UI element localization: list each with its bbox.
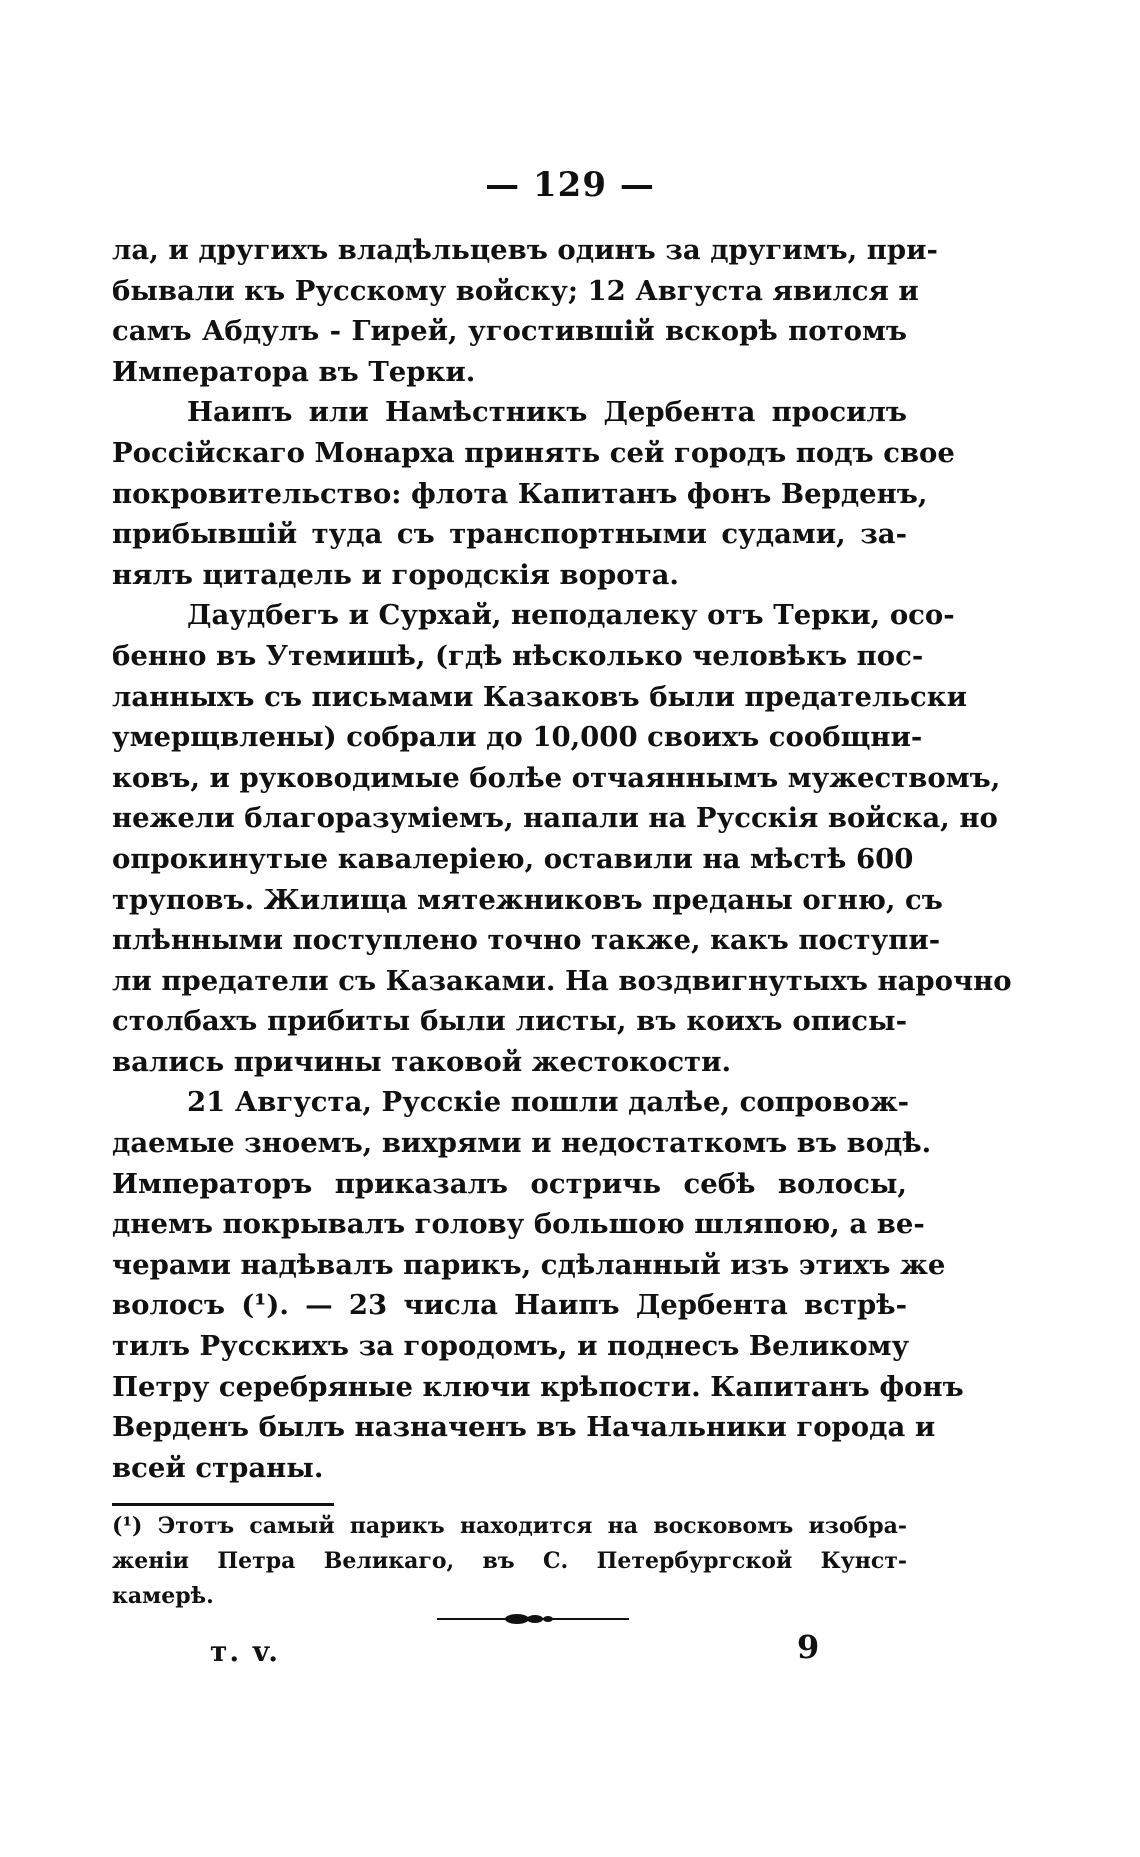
page-number: — 129 — (485, 165, 655, 205)
text-line: днемъ покрывалъ голову большою шляпою, а ве- (112, 1208, 925, 1241)
main-text (112, 230, 1012, 1488)
footnote-line: камерѣ. (112, 1583, 214, 1609)
text-line: столбахъ прибиты были листы, въ коихъ описы- (112, 1005, 907, 1038)
text-line: волосъ (¹). — 23 числа Наипъ Дербента встрѣ- (112, 1289, 907, 1322)
text-line: нялъ цитадель и городскія ворота. (112, 558, 679, 591)
text-line: ковъ, и руководимые болѣе отчаяннымъ мужествомъ, (112, 761, 1001, 794)
text-line: Наипъ или Намѣстникъ Дербента просилъ (187, 396, 907, 429)
text-line: ланныхъ съ письмами Казаковъ были предательски (112, 680, 968, 713)
text-line: опрокинутые кавалеріею, оставили на мѣстѣ 600 (112, 842, 914, 875)
text-line: Петру серебряные ключи крѣпости. Капитанъ фонъ (112, 1370, 964, 1403)
text-line: покровительство: флота Капитанъ фонъ Верденъ, (112, 477, 928, 510)
text-line: всей страны. (112, 1451, 324, 1484)
text-line: прибывшій туда съ транспортными судами, за- (112, 518, 907, 551)
text-line: Верденъ былъ назначенъ въ Начальники города и (112, 1411, 936, 1444)
footnote-line: (¹) Этотъ самый парикъ находится на восковомъ изобра- (112, 1513, 907, 1539)
text-line: черами надѣвалъ парикъ, сдѣланный изъ этихъ же (112, 1248, 946, 1281)
text-line: Даудбегъ и Сурхай, неподалеку отъ Терки, осо- (187, 599, 955, 632)
text-line: нежели благоразуміемъ, напали на Русскія войска, но (112, 802, 998, 835)
text-line: самъ Абдулъ - Гирей, угостившій вскорѣ потомъ (112, 315, 907, 348)
ornament-divider (437, 1613, 629, 1625)
text-line: плѣнными поступлено точно также, какъ поступи- (112, 924, 941, 957)
text-line: тилъ Русскихъ за городомъ, и поднесъ Великому (112, 1330, 910, 1363)
footnote-divider (112, 1503, 334, 1506)
sheet-number: 9 (797, 1628, 820, 1666)
text-line: Императора въ Терки. (112, 355, 476, 388)
text-line: труповъ. Жилища мятежниковъ преданы огню, съ (112, 883, 943, 916)
text-line: Россійскаго Монарха принять сей городъ подъ свое (112, 436, 955, 469)
text-line: вались причины таковой жестокости. (112, 1045, 732, 1078)
volume-signature: т. v. (210, 1635, 281, 1668)
footnote (112, 1509, 907, 1614)
text-line: ла, и другихъ владѣльцевъ одинъ за другимъ, при- (112, 234, 938, 266)
text-line: умерщвлены) собрали до 10,000 своихъ сообщни- (112, 721, 923, 754)
text-line: Императоръ приказалъ остричь себѣ волосы, (112, 1167, 907, 1200)
text-line: бенно въ Утемишѣ, (гдѣ нѣсколько человѣкъ пос- (112, 639, 924, 672)
text-line: бывали къ Русскому войску; 12 Августа явился и (112, 274, 919, 307)
footnote-line: женіи Петра Великаго, въ С. Петербургской Кунст- (112, 1548, 907, 1574)
text-line: даемые зноемъ, вихрями и недостаткомъ въ водѣ. (112, 1127, 932, 1160)
text-line: ли предатели съ Казаками. На воздвигнутыхъ нарочно (112, 964, 1012, 997)
text-line: 21 Августа, Русскіе пошли далѣе, сопровож- (187, 1086, 910, 1119)
